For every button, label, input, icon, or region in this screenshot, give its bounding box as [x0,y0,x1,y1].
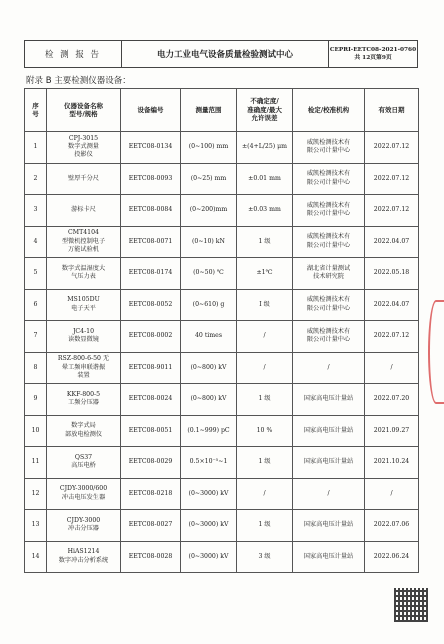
seal-stamp-fragment [428,300,444,404]
column-header: 测量范围 [181,89,237,132]
table-cell: EETC08-0029 [121,447,181,479]
table-cell: EETC08-0027 [121,510,181,542]
table-cell: KKF-800-5 工频分压器 [47,384,121,416]
table-cell: 0.5×10⁻⁵~1 [181,447,237,479]
table-cell: / [237,478,293,510]
table-cell: 1 级 [237,510,293,542]
table-cell: / [237,321,293,353]
table-row [25,226,419,258]
table-cell: 2022.07.20 [365,384,419,416]
table-cell: (0~50) ℃ [181,258,237,290]
table-cell: / [365,352,419,384]
table-cell: 国家高电压计量站 [293,541,365,573]
table-cell: 14 [25,541,47,573]
table-cell: EETC08-0084 [121,195,181,227]
table-cell: 9 [25,384,47,416]
table-cell: 13 [25,510,47,542]
table-cell: 威凯检测技术有 限公司计量中心 [293,289,365,321]
table-cell: 3 [25,195,47,227]
table-cell: 2021.09.27 [365,415,419,447]
table-cell: 国家高电压计量站 [293,415,365,447]
table-cell: 10 [25,415,47,447]
table-row [25,415,419,447]
table-cell: ±(4+L/25) μm [237,132,293,164]
table-cell: 1 级 [237,384,293,416]
table-cell: 湖北省计量测试 技术研究院 [293,258,365,290]
table-cell: 2022.07.12 [365,321,419,353]
table-cell: ±0.03 mm [237,195,293,227]
table-cell: 2 [25,163,47,195]
report-type-label: 检 测 报 告 [25,41,122,67]
table-cell: EETC08-0052 [121,289,181,321]
report-number-block [329,41,417,67]
table-cell: 10 % [237,415,293,447]
table-cell: 1 [25,132,47,164]
table-cell: 40 times [181,321,237,353]
table-row [25,384,419,416]
table-cell: (0~610) g [181,289,237,321]
table-cell: 威凯检测技术有 限公司计量中心 [293,321,365,353]
table-cell: 游标卡尺 [47,195,121,227]
table-cell: 6 [25,289,47,321]
table-cell: 威凯检测技术有 限公司计量中心 [293,163,365,195]
table-cell: (0~800) kV [181,352,237,384]
table-cell: EETC08-0071 [121,226,181,258]
table-cell: JC4-10 读数显微镜 [47,321,121,353]
table-cell: ±1℃ [237,258,293,290]
table-cell: EETC08-0028 [121,541,181,573]
table-cell: 12 [25,478,47,510]
table-cell: CMT4104 型微机控制电子 万能试验机 [47,226,121,258]
table-cell: EETC08-0002 [121,321,181,353]
table-row [25,541,419,573]
table-cell: 11 [25,447,47,479]
table-row [25,289,419,321]
table-cell: EETC08-0051 [121,415,181,447]
table-cell: EETC08-0174 [121,258,181,290]
table-row [25,447,419,479]
table-cell: 国家高电压计量站 [293,510,365,542]
table-cell: 威凯检测技术有 限公司计量中心 [293,195,365,227]
table-cell: 2022.07.12 [365,195,419,227]
column-header: 序 号 [25,89,47,132]
column-header: 设备编号 [121,89,181,132]
equipment-table [24,88,419,573]
table-cell: (0.1~999) pC [181,415,237,447]
table-cell: / [293,352,365,384]
table-cell: (0~100) mm [181,132,237,164]
table-cell: QS37 高压电桥 [47,447,121,479]
table-row [25,478,419,510]
table-cell: (0~3000) kV [181,541,237,573]
column-header: 仪器设备名称 型号/规格 [47,89,121,132]
table-cell: MS105DU 电子天平 [47,289,121,321]
table-cell: 数字式局 部放电检测仪 [47,415,121,447]
table-cell: 壁厚千分尺 [47,163,121,195]
table-cell: 2022.07.12 [365,132,419,164]
appendix-title: 附录 B 主要检测仪器设备： [26,76,131,86]
table-cell: 7 [25,321,47,353]
table-cell: 3 级 [237,541,293,573]
table-cell: EETC08-0093 [121,163,181,195]
qr-code-icon [394,588,428,622]
table-header-row [25,89,419,132]
table-cell: (0~10) kN [181,226,237,258]
table-cell: / [293,478,365,510]
column-header: 有效日期 [365,89,419,132]
table-cell: 1 级 [237,226,293,258]
table-cell: HiAS1214 数字冲击分析系统 [47,541,121,573]
table-cell: / [365,478,419,510]
table-cell: 2022.04.07 [365,289,419,321]
table-cell: (0~800) kV [181,384,237,416]
table-row [25,195,419,227]
table-cell: ±0.01 mm [237,163,293,195]
table-cell: (0~25) mm [181,163,237,195]
table-cell: CPJ-3015 数字式测量 投影仪 [47,132,121,164]
table-cell: 5 [25,258,47,290]
table-row [25,352,419,384]
table-cell: EETC08-0024 [121,384,181,416]
table-cell: 1 级 [237,447,293,479]
table-cell: 国家高电压计量站 [293,384,365,416]
page-info: 共 12页第9页 [354,55,392,61]
table-cell: (0~200)mm [181,195,237,227]
table-cell: CJDY-3000/600 冲击电压发生器 [47,478,121,510]
organization-name: 电力工业电气设备质量检验测试中心 [122,41,329,67]
table-cell: 数字式温湿度大 气压力表 [47,258,121,290]
table-cell: Ⅰ 级 [237,289,293,321]
table-cell: RSZ-800-6-50 无 晕工频串联谐振 装置 [47,352,121,384]
table-cell: 4 [25,226,47,258]
table-cell: (0~3000) kV [181,510,237,542]
table-cell: 2021.10.24 [365,447,419,479]
report-number: CEPRI-EETC08-2021-0760 [329,47,417,53]
table-row [25,132,419,164]
table-cell: 2022.05.18 [365,258,419,290]
table-row [25,510,419,542]
table-row [25,258,419,290]
table-cell: 威凯检测技术有 限公司计量中心 [293,132,365,164]
table-body [25,132,419,573]
table-cell: EETC08-0134 [121,132,181,164]
table-cell: 威凯检测技术有 限公司计量中心 [293,226,365,258]
table-cell: (0~3000) kV [181,478,237,510]
table-cell: EETC08-9011 [121,352,181,384]
table-cell: 2022.06.24 [365,541,419,573]
table-cell: 2022.07.12 [365,163,419,195]
table-row [25,163,419,195]
table-cell: 国家高电压计量站 [293,447,365,479]
table-cell: EETC08-0218 [121,478,181,510]
table-cell: 8 [25,352,47,384]
table-cell: / [237,352,293,384]
table-cell: 2022.04.07 [365,226,419,258]
table-cell: 2022.07.06 [365,510,419,542]
table-row [25,321,419,353]
column-header: 不确定度/ 准确度/最大 允许误差 [237,89,293,132]
table-cell: CJDY-3000 冲击分压器 [47,510,121,542]
report-header [24,40,418,68]
column-header: 检定/校准机构 [293,89,365,132]
